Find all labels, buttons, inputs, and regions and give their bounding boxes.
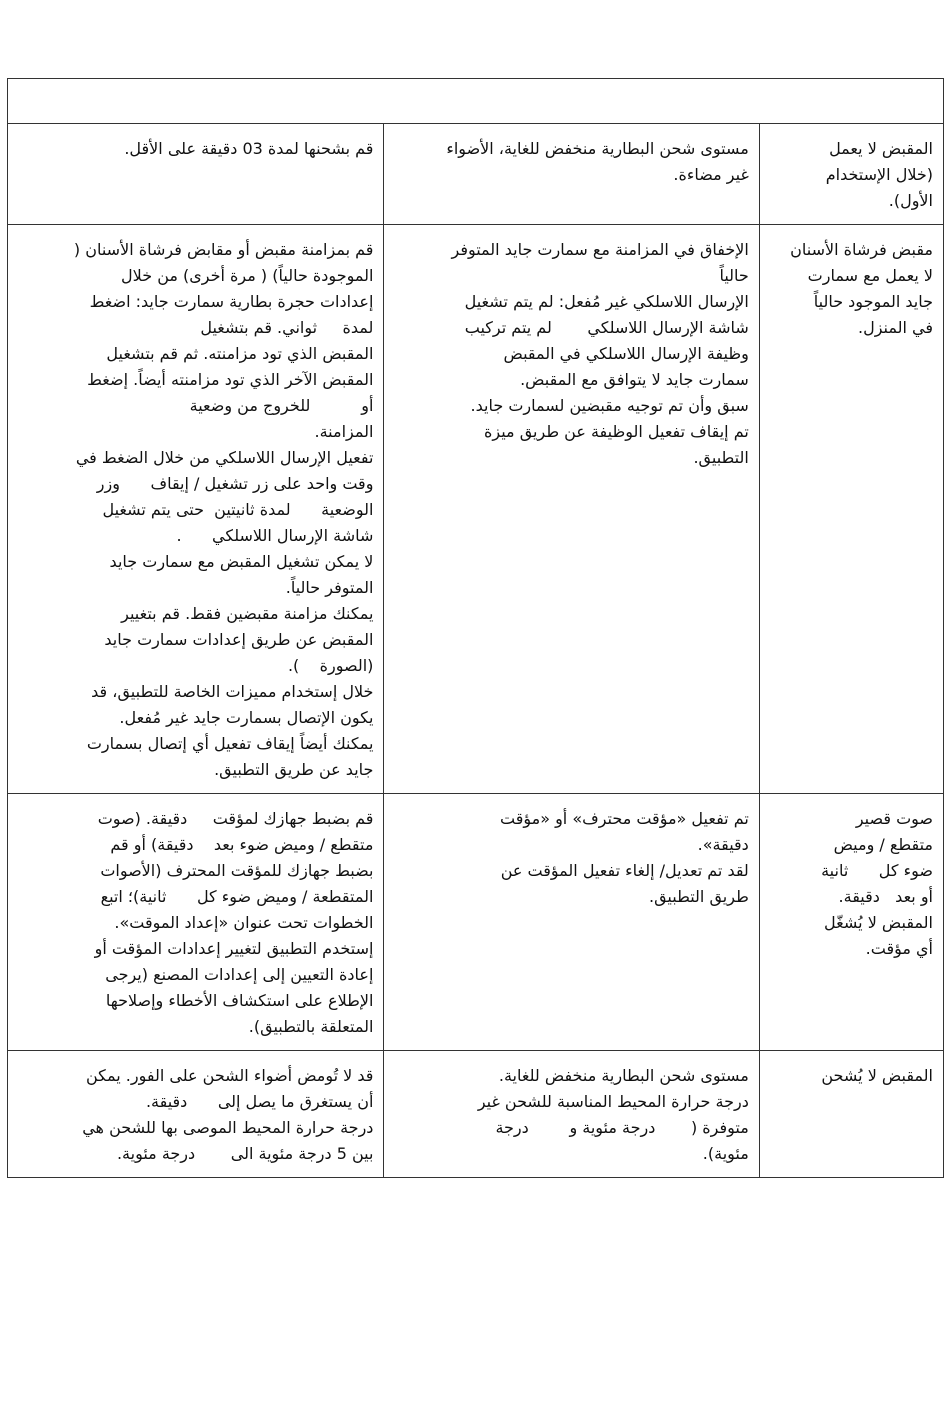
cause-cell bbox=[384, 225, 759, 794]
problem-cell bbox=[759, 124, 943, 225]
problem-text-line: (خلال الإستخدام bbox=[825, 165, 933, 184]
table-row bbox=[8, 124, 944, 225]
problem-text-line: متقطع / وميض bbox=[833, 835, 933, 854]
cause-text-line: مستوى شحن البطارية منخفض للغاية، الأضواء bbox=[446, 139, 749, 158]
solution-text-line: المتوفر حالياً. bbox=[285, 578, 374, 597]
solution-text-line: قد لا تُومض أضواء الشحن على الفور. يمكن bbox=[86, 1066, 374, 1085]
cause-text-line: وظيفة الإرسال اللاسلكي في المقبض bbox=[503, 344, 749, 363]
table-row bbox=[8, 1051, 944, 1178]
cause-text-line: درجة حرارة المحيط المناسبة للشحن غير bbox=[477, 1092, 749, 1111]
solution-text-line: يكون الإتصال بسمارت جايد غير مُفعل. bbox=[119, 708, 374, 727]
solution-text-line: خلال إستخدام مميزات الخاصة للتطبيق، قد bbox=[91, 682, 374, 701]
problem-text-line: أي مؤقت. bbox=[865, 939, 933, 958]
cause-text-line: شاشة الإرسال اللاسلكي لم يتم تركيب bbox=[464, 318, 749, 337]
cause-cell bbox=[384, 1051, 759, 1178]
solution-text-line: المتقطعة / وميض ضوء كل ثانية)؛ اتبع bbox=[100, 887, 374, 906]
problem-text-line: المقبض لا يعمل bbox=[829, 139, 933, 158]
solution-text-line: (الصورة ). bbox=[287, 656, 374, 675]
problem-text-line: مقبض فرشاة الأسنان bbox=[790, 240, 933, 259]
solution-text-line: وقت واحد على زر تشغيل / إيقاف وزر bbox=[96, 474, 374, 493]
cause-text-line: طريق التطبيق. bbox=[649, 887, 749, 906]
solution-text-line: قم بشحنها لمدة 03 دقيقة على الأقل. bbox=[124, 139, 374, 158]
solution-text-line: درجة حرارة المحيط الموصى بها للشحن هي bbox=[82, 1118, 374, 1137]
solution-text-line: قم بضبط جهازك لمؤقت دقيقة. (صوت bbox=[97, 809, 374, 828]
solution-text-line: شاشة الإرسال اللاسلكي . bbox=[176, 526, 374, 545]
cause-text-line: التطبيق. bbox=[693, 448, 749, 467]
solution-cell bbox=[8, 794, 384, 1051]
problem-cell bbox=[759, 225, 943, 794]
solution-cell bbox=[8, 225, 384, 794]
problem-text-line: المقبض لا يُشغّل bbox=[824, 913, 933, 932]
solution-text-line: بضبط جهازك للمؤقت المحترف (الأصوات bbox=[100, 861, 374, 880]
table-header-row bbox=[8, 79, 944, 124]
cause-cell bbox=[384, 124, 759, 225]
solution-text-line: المقبض الآخر الذي تود مزامنته أيضاً. إضغط bbox=[87, 370, 374, 389]
solution-text-line: تفعيل الإرسال اللاسلكي من خلال الضغط في bbox=[75, 448, 374, 467]
solution-cell bbox=[8, 1051, 384, 1178]
solution-text-line: لا يمكن تشغيل المقبض مع سمارت جايد bbox=[109, 552, 374, 571]
solution-text-line: المتعلقة بالتطبيق). bbox=[248, 1017, 374, 1036]
table-row bbox=[8, 225, 944, 794]
solution-text-line: الإطلاع على استكشاف الأخطاء وإصلاحها bbox=[105, 991, 374, 1010]
problem-cell bbox=[759, 794, 943, 1051]
problem-text-line: لا يعمل مع سمارت bbox=[807, 266, 933, 285]
cause-text-line: سمارت جايد لا يتوافق مع المقبض. bbox=[520, 370, 749, 389]
cause-text-line: لقد تم تعديل/ إلغاء تفعيل المؤقت عن bbox=[500, 861, 749, 880]
solution-text-line: المزامنة. bbox=[314, 422, 374, 441]
problem-text-line: أو بعد دقيقة. bbox=[838, 887, 933, 906]
troubleshooting-table bbox=[7, 78, 944, 1178]
solution-text-line: بين 5 درجة مئوية الى درجة مئوية. bbox=[116, 1144, 374, 1163]
solution-text-line: يمكنك أيضاً إيقاف تفعيل أي إتصال بسمارت bbox=[86, 734, 374, 753]
table-row bbox=[8, 794, 944, 1051]
cause-text-line: دقيقة». bbox=[697, 835, 749, 854]
problem-text-line: ضوء كل ثانية bbox=[821, 861, 933, 880]
cause-text-line: الإرسال اللاسلكي غير مُفعل: لم يتم تشغيل bbox=[464, 292, 749, 311]
solution-text-line: الوضعية لمدة ثانيتين حتى يتم تشغيل bbox=[102, 500, 374, 519]
problem-text-line: الأول). bbox=[888, 191, 933, 210]
solution-cell bbox=[8, 124, 384, 225]
problem-text-line: في المنزل. bbox=[857, 318, 933, 337]
solution-text-line: إعدادات حجرة بطارية سمارت جايد: اضغط bbox=[89, 292, 374, 311]
problem-text-line: جايد الموجود حالياً bbox=[813, 292, 933, 311]
solution-text-line: الخطوات تحت عنوان «إعداد الموقت». bbox=[114, 913, 374, 932]
problem-cell bbox=[759, 1051, 943, 1178]
solution-text-line: يمكنك مزامنة مقبضين فقط. قم بتغيير bbox=[121, 604, 374, 623]
solution-text-line: أن يستغرق ما يصل إلى دقيقة. bbox=[145, 1092, 374, 1111]
cause-text-line: تم تفعيل «مؤقت محترف» أو «مؤقت bbox=[500, 809, 749, 828]
cause-text-line: سبق وأن تم توجيه مقبضين لسمارت جايد. bbox=[470, 396, 749, 415]
solution-text-line: المقبض الذي تود مزامنته. ثم قم بتشغيل bbox=[106, 344, 374, 363]
solution-text-line: لمدة ثواني. قم بتشغيل bbox=[200, 318, 374, 337]
solution-text-line: الموجودة حالياً) ( مرة أخرى) من خلال bbox=[121, 266, 374, 285]
problem-text-line: المقبض لا يُشحن bbox=[821, 1066, 933, 1085]
cause-cell bbox=[384, 794, 759, 1051]
solution-text-line: قم بمزامنة مقبض أو مقابض فرشاة الأسنان ( bbox=[73, 240, 374, 259]
cause-text-line: غير مضاءة. bbox=[673, 165, 749, 184]
cause-text-line: مئوية). bbox=[702, 1144, 749, 1163]
cause-text-line: تم إيقاف تفعيل الوظيفة عن طريق ميزة bbox=[484, 422, 749, 441]
solution-text-line: متقطع / وميض ضوء بعد دقيقة) أو قم bbox=[110, 835, 374, 854]
cause-text-line: متوفرة ( درجة مئوية و درجة bbox=[495, 1118, 749, 1137]
cause-text-line: الإخفاق في المزامنة مع سمارت جايد المتوفر bbox=[451, 240, 749, 259]
solution-text-line: إعادة التعيين إلى إعدادات المصنع (يرجى bbox=[105, 965, 374, 984]
solution-text-line: المقبض عن طريق إعدادات سمارت جايد bbox=[104, 630, 374, 649]
problem-text-line: صوت قصير bbox=[855, 809, 933, 828]
solution-text-line: جايد عن طريق التطبيق. bbox=[214, 760, 374, 779]
solution-text-line: أو للخروج من وضعية bbox=[189, 396, 374, 415]
table-header-cell bbox=[8, 79, 944, 124]
cause-text-line: مستوى شحن البطارية منخفض للغاية. bbox=[498, 1066, 749, 1085]
cause-text-line: حالياً bbox=[719, 266, 749, 285]
solution-text-line: إستخدم التطبيق لتغيير إعدادات المؤقت أو bbox=[94, 939, 374, 958]
